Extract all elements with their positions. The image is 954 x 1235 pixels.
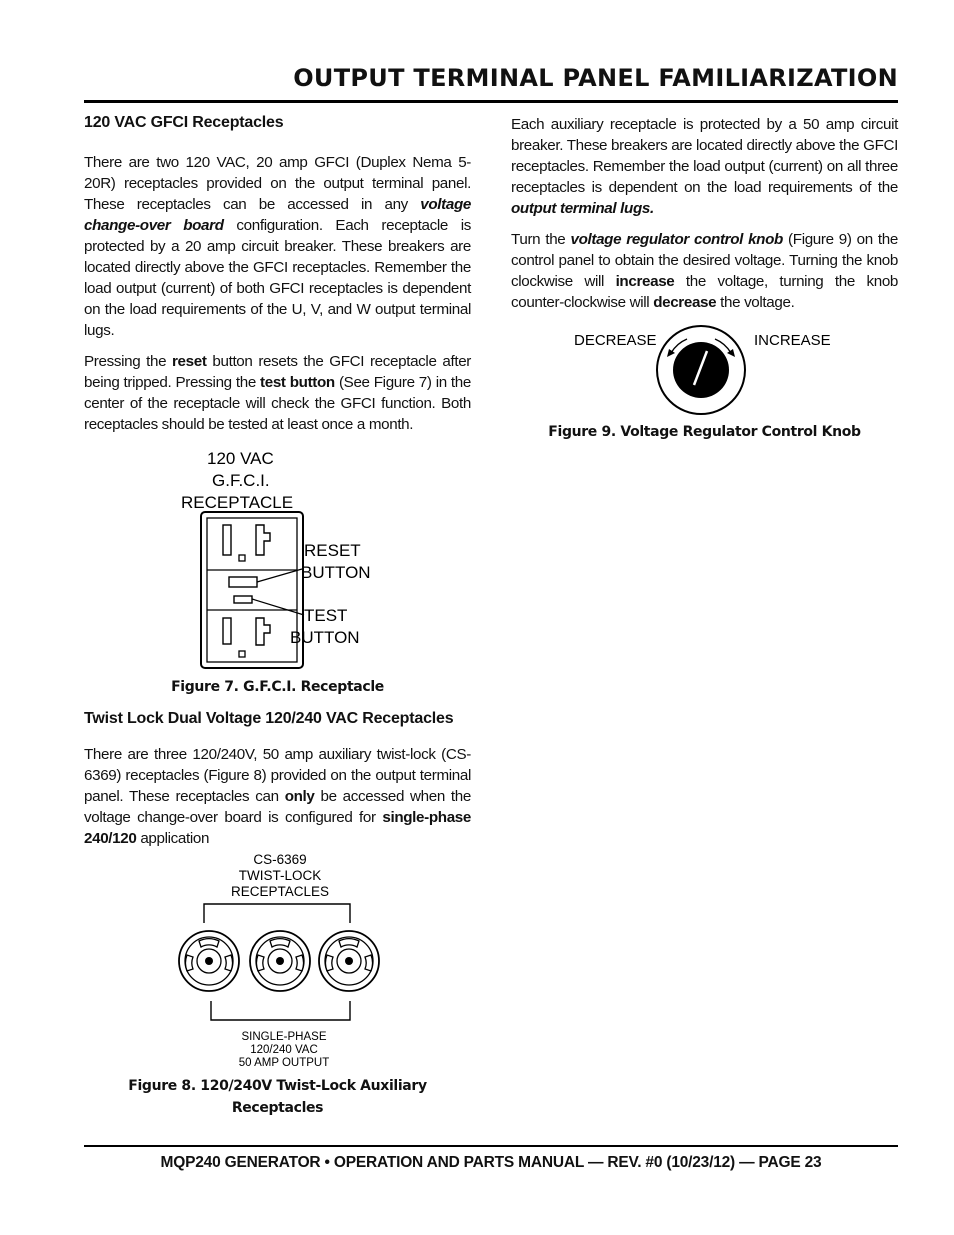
right-column	[511, 114, 898, 443]
text-run: Pressing the	[84, 353, 172, 370]
fig7-test-line2: BUTTON	[290, 628, 360, 647]
receptacle-inner	[207, 518, 297, 662]
emphasis-output-terminal-lugs: output terminal lugs.	[511, 200, 654, 217]
fig8-bottom-line2: 120/240 VAC	[250, 1044, 318, 1056]
knob-paragraph	[511, 229, 898, 313]
emphasis-single-phase: single-phase 240/120	[84, 809, 471, 847]
top-outlet-slot-left	[223, 525, 231, 555]
emphasis-voltage-regulator-control-knob: voltage regulator control knob	[570, 231, 783, 248]
figure-8-twist-lock-receptacles	[84, 849, 471, 1071]
text-run: (See Figure 7) in the center of the receptacle will check the GFCI function. Both receptacles should be tested at least once a month.	[84, 374, 471, 433]
figure-9-voltage-regulator-knob	[511, 323, 898, 415]
fig7-reset-line1: RESET	[304, 541, 361, 560]
figure-9-caption: Figure 9. Voltage Regulator Control Knob	[548, 424, 861, 440]
fig7-label-line1: 120 VAC	[207, 449, 274, 468]
text-run: the voltage.	[716, 294, 795, 311]
bottom-outlet-slot-right	[256, 618, 270, 645]
text-run: be accessed when the voltage change-over board is configured for	[84, 788, 471, 826]
page-title: OUTPUT TERMINAL PANEL FAMILIARIZATION	[293, 64, 898, 92]
text-run: the voltage, turning the knob counter-clockwise will	[511, 273, 899, 311]
twist-lock-paragraph	[84, 744, 471, 849]
text-run: button resets the GFCI receptacle after being tripped. Pressing the	[84, 353, 471, 391]
gfci-paragraph-1	[84, 152, 471, 341]
fig8-top-line1: CS-6369	[253, 852, 307, 867]
bottom-outlet-slot-left	[223, 618, 231, 644]
figure-8-caption-line1: Figure 8. 120/240V Twist-Lock Auxiliary	[128, 1078, 427, 1094]
text-run: Each auxiliary receptacle is protected by a 50 amp circuit breaker. These breakers are located directly above the GFCI receptacles. Remember the load output (current) on all three receptacles is dependent on the load requirements of the	[511, 116, 898, 196]
text-run: configuration. Each receptacle is protected by a 20 amp circuit breaker. These breakers are located directly above the GFCI receptacles. Remember the load output (current) of both GFCI receptacles is dependent on the load requirements of the U, V, and W output terminal lugs.	[84, 217, 471, 339]
text-run: There are two 120 VAC, 20 amp GFCI (Duplex Nema 5-20R) receptacles provided on the output terminal panel. These receptacles can be accessed in any	[84, 154, 471, 213]
text-run: There are three 120/240V, 50 amp auxiliary twist-lock (CS-6369) receptacles (Figure 8) provided on the output terminal panel. These receptacles can	[84, 746, 471, 805]
figure-7-gfci-receptacle	[84, 445, 471, 670]
left-column	[84, 114, 471, 1119]
fig8-top-line2: TWIST-LOCK	[238, 868, 322, 883]
twist-lock-heading: Twist Lock Dual Voltage 120/240 VAC Receptacles	[84, 710, 454, 727]
figure-8-caption-line2: Receptacles	[231, 1100, 324, 1116]
figure-7-caption: Figure 7. G.F.C.I. Receptacle	[171, 679, 384, 695]
twist-lock-receptacle-2	[250, 931, 310, 991]
fig7-reset-line2: BUTTON	[301, 563, 371, 582]
text-run: (Figure 9) on the control panel to obtain the desired voltage. Turning the knob clockwise will	[511, 231, 898, 290]
test-button-shape	[234, 596, 252, 603]
twist-lock-receptacle-3	[319, 931, 379, 991]
bottom-outlet-ground	[239, 651, 245, 657]
gfci-paragraph-2	[84, 351, 471, 435]
twist-lock-receptacle-1	[179, 931, 239, 991]
emphasis-test-button: test button	[260, 374, 335, 391]
fig7-test-line1: TEST	[304, 606, 348, 625]
emphasis-increase: increase	[615, 273, 675, 290]
emphasis-only: only	[284, 788, 315, 805]
aux-receptacle-paragraph	[511, 114, 898, 219]
reset-button-shape	[229, 577, 257, 587]
top-outlet-slot-right	[256, 525, 270, 555]
title-rule	[84, 100, 898, 103]
fig8-bottom-line3: 50 AMP OUTPUT	[238, 1057, 330, 1069]
gfci-heading: 120 VAC GFCI Receptacles	[84, 114, 284, 131]
fig9-decrease-label: DECREASE	[574, 332, 657, 349]
fig8-top-line3: RECEPTACLES	[230, 884, 330, 899]
emphasis-reset: reset	[172, 353, 207, 370]
fig8-bottom-line1: SINGLE-PHASE	[241, 1031, 327, 1043]
fig9-increase-label: INCREASE	[754, 332, 831, 349]
emphasis-decrease: decrease	[653, 294, 717, 311]
receptacle-plate	[201, 512, 303, 668]
text-run: application	[136, 830, 210, 847]
fig7-label-line2: G.F.C.I.	[212, 471, 270, 490]
emphasis-voltage-change-over-board: voltage change-over board	[84, 196, 471, 234]
top-outlet-ground	[239, 555, 245, 561]
fig7-label-line3: RECEPTACLE	[181, 493, 294, 512]
footer-rule	[84, 1145, 898, 1147]
page-footer: MQP240 GENERATOR • OPERATION AND PARTS MANUAL — REV. #0 (10/23/12) — PAGE 23	[160, 1154, 822, 1171]
text-run: Turn the	[511, 231, 571, 248]
